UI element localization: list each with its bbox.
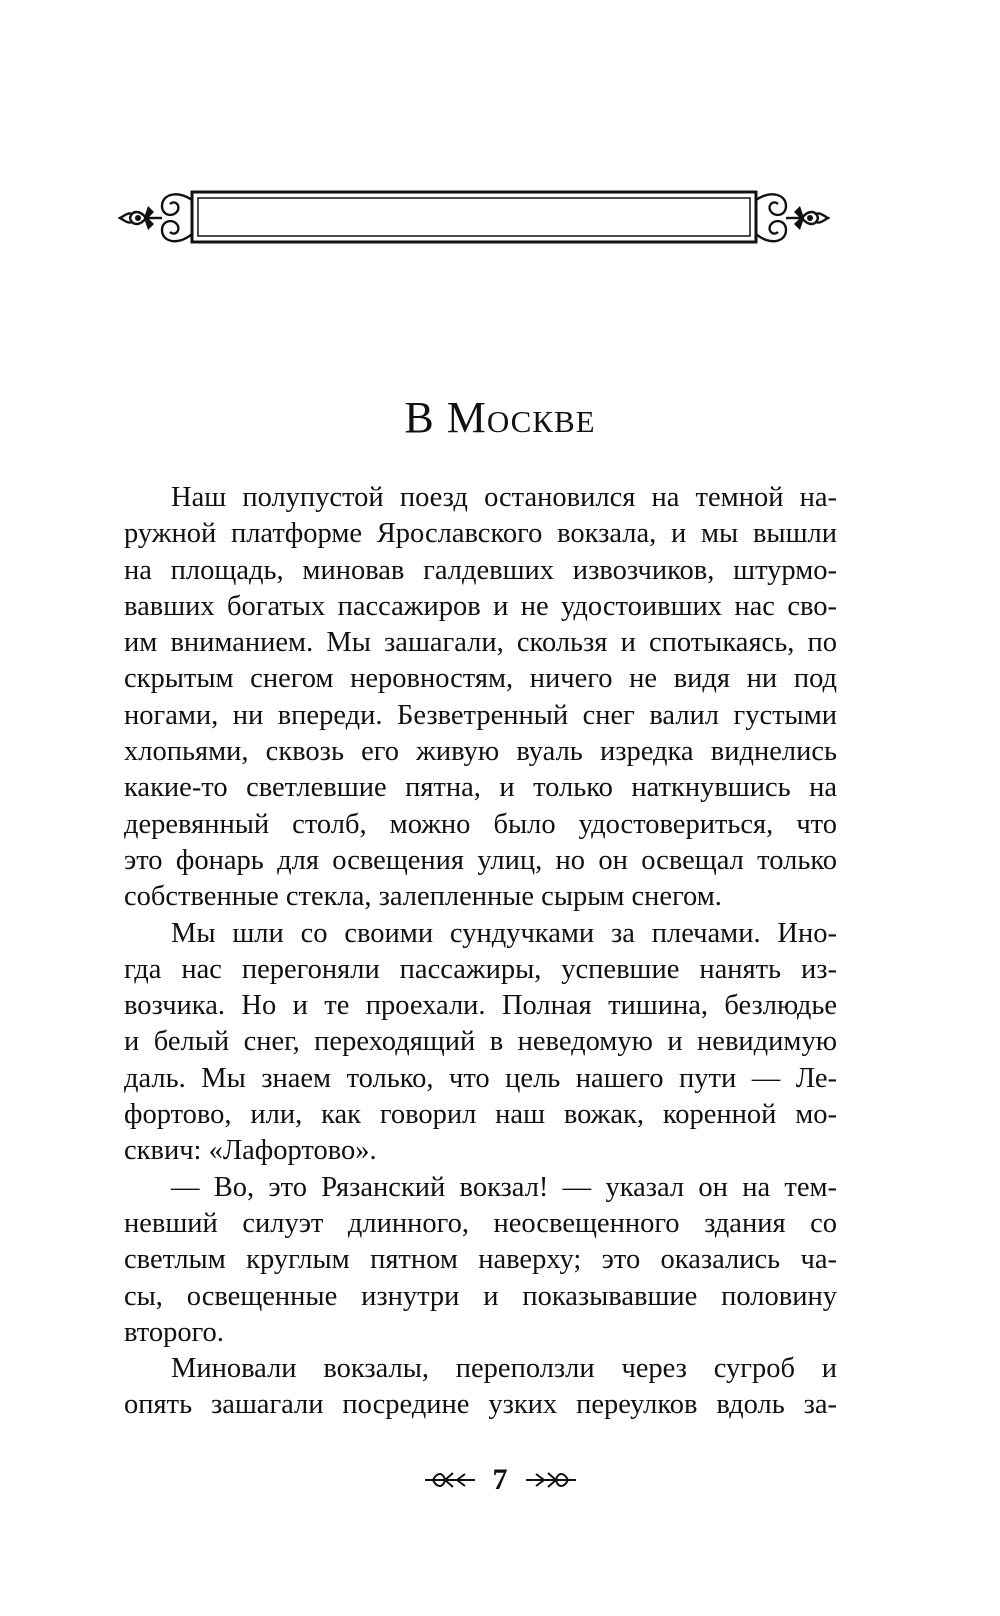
text-line: фортово, или, как говорил наш вожак, коренной мо- [124,1099,837,1131]
text-line: скрытым снегом неровностям, ничего не видя ни под [124,663,837,695]
text-line: и белый снег, переходящий в неведомую и невидимую [124,1026,837,1058]
text-line: сквич: «Лафортово». [124,1135,377,1167]
text-line: вавших богатых пассажиров и не удостоивших нас сво- [124,590,837,622]
text-line: это фонарь для освещения улиц, но он освещал только [124,844,837,876]
text-line: Миновали вокзалы, переползли через сугроб и [171,1353,837,1385]
paragraph [124,1351,837,1424]
text-line: светлым круглым пятном наверху; это оказались ча- [124,1244,837,1276]
body-text [124,480,837,1424]
text-line: возчика. Но и те проехали. Полная тишина, безлюдье [124,990,837,1022]
text-line: второго. [124,1316,224,1348]
text-line: сы, освещенные изнутри и показывавшие половину [124,1280,837,1312]
text-line: ногами, ни впереди. Безветренный снег валил густыми [124,699,837,731]
chapter-title: В Москве [404,393,596,442]
text-line: им вниманием. Мы зашагали, скользя и спотыкаясь, по [124,627,837,659]
text-line: невший силуэт длинного, неосвещенного здания со [124,1207,837,1239]
paragraph [124,916,837,1170]
paragraph [124,1170,837,1351]
text-line: опять зашагали посредине узких переулков вдоль за- [124,1389,837,1421]
text-line: гда нас перегоняли пассажиры, успевшие нанять из- [124,953,837,985]
text-line: ружной платформе Ярославского вокзала, и мы вышли [124,518,837,550]
text-line: хлопьями, сквозь его живую вуаль изредка виднелись [124,736,837,768]
paragraph [124,480,837,916]
decorative-frame-icon [118,186,830,256]
text-line: на площадь, миновав галдевших извозчиков, штурмо- [124,554,837,586]
text-line: даль. Мы знаем только, что цель нашего пути — Ле- [124,1062,837,1094]
text-line: Мы шли со своими сундучками за плечами. Ино- [171,917,837,949]
text-line: деревянный столб, можно было удостовериться, что [124,808,837,840]
text-line: какие-то светлевшие пятна, и только наткнувшись на [124,772,837,804]
vine-ornament-icon [423,1468,477,1492]
page-number: 7 [492,1463,508,1496]
vine-ornament-icon [524,1468,578,1492]
text-line: Наш полупустой поезд остановился на темной на- [171,482,837,513]
text-line: — Во, это Рязанский вокзал! — указал он на тем- [171,1171,837,1203]
page-footer [0,1460,1000,1500]
text-line: собственные стекла, залепленные сырым снегом. [124,881,722,913]
